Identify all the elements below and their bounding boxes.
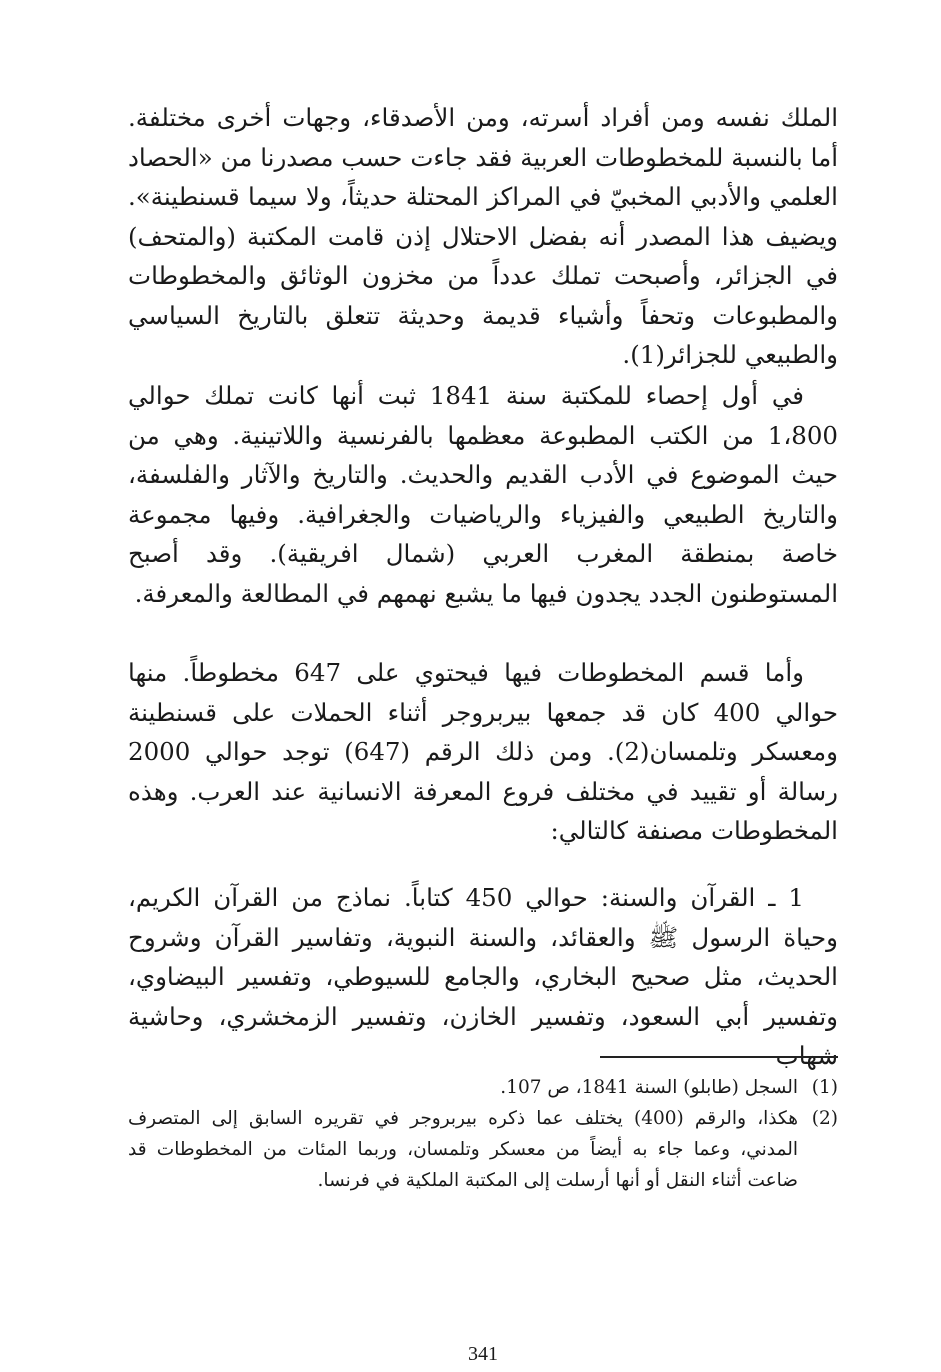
footnote-divider — [600, 1056, 838, 1058]
footnote-text: هكذا، والرقم (400) يختلف عما ذكره بيربروجر في تقريره السابق إلى المتصرف المدني، وعما جاء به أيضاً من معسكر وتلمسان، وربما المئات من المخطوطات قد ضاعت أثناء النقل أو أنها أرسلت إلى المكتبة الملكية في فرنسا. — [128, 1108, 798, 1191]
paragraph-2: في أول إحصاء للمكتبة سنة 1841 ثبت أنها كانت تملك حوالي 1،800 من الكتب المطبوعة معظمها بالفرنسية واللاتينية. وهي من حيث الموضوع في الأدب القديم والحديث. والتاريخ والآثار والفلسفة، والتاريخ الطبيعي والفيزياء والرياضيات والجغرافية. وفيها مجموعة خاصة بمنطقة المغرب العربي (شمال افريقية). وقد أصبح المستوطنون الجدد يجدون فيها ما يشبع نهمهم في المطالعة والمعرفة. — [128, 381, 838, 608]
footnote-1 — [128, 1072, 838, 1103]
footnote-2 — [128, 1103, 838, 1196]
paragraph-4: 1 ـ القرآن والسنة: حوالي 450 كتاباً. نماذج من القرآن الكريم، وحياة الرسول ﷺ والعقائد، والسنة النبوية، وتفاسير القرآن وشروح الحديث، مثل صحيح البخاري، والجامع للسيوطي، وتفسير البيضاوي، وتفسير أبي السعود، وتفسير الخازن، وتفسير الزمخشري، وحاشية شهاب — [128, 883, 838, 1070]
footnote-number: (1) — [811, 1077, 838, 1098]
footnote-number: (2) — [811, 1108, 838, 1129]
book-page — [128, 98, 838, 1365]
paragraph-3: وأما قسم المخطوطات فيها فيحتوي على 647 مخطوطاً. منها حوالي 400 كان قد جمعها بيربروجر أثناء الحملات على قسنطينة ومعسكر وتلمسان(2). ومن ذلك الرقم (647) توجد حوالي 2000 رسالة أو تقييد في مختلف فروع المعرفة الانسانية عند العرب. وهذه المخطوطات مصنفة كالتالي: — [128, 658, 838, 845]
paragraph-1: الملك نفسه ومن أفراد أسرته، ومن الأصدقاء، وجهات أخرى مختلفة. أما بالنسبة للمخطوطات العربية فقد جاءت حسب مصدرنا من «الحصاد العلمي والأدبي المخبيّ في المراكز المحتلة حديثاً، ولا سيما قسنطينة». ويضيف هذا المصدر أنه بفضل الاحتلال إذن قامت المكتبة (والمتحف) في الجزائر، وأصبحت تملك عدداً من مخزون الوثائق والمخطوطات والمطبوعات وتحفاً وأشياء قديمة وحديثة تتعلق بالتاريخ السياسي والطبيعي للجزائر(1). — [128, 103, 838, 369]
page-number: 341 — [468, 1343, 498, 1365]
footnotes — [128, 1072, 838, 1196]
footnote-text: السجل (طابلو) السنة 1841، ص 107. — [500, 1077, 798, 1098]
